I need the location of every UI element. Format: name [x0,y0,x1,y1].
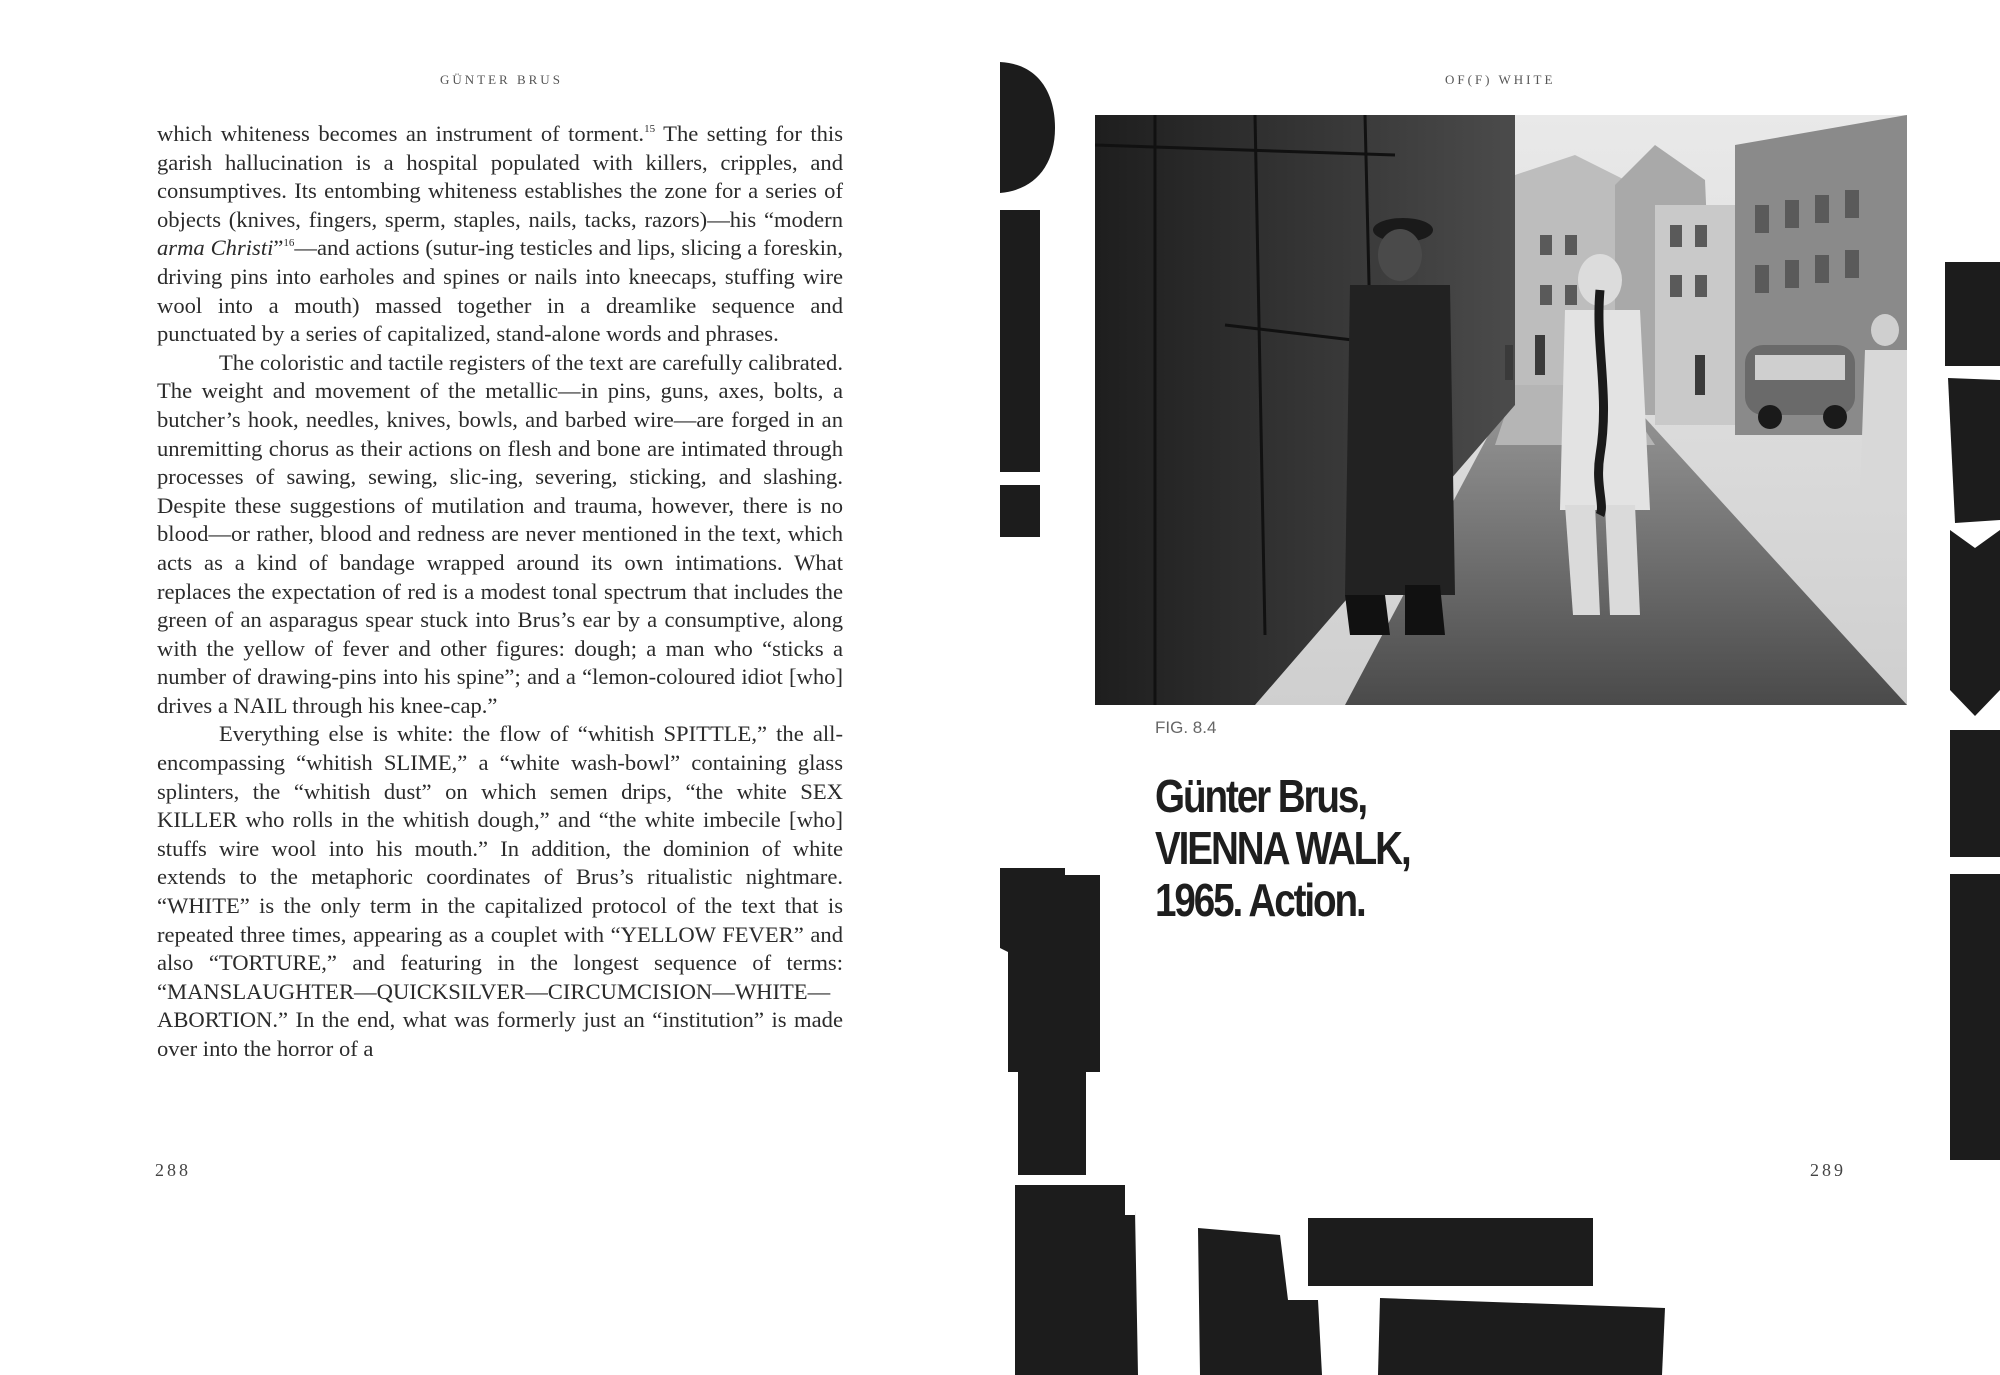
text-segment: The setting for this garish hallucination is a hospital populated with killers, cripples, and consumptives. Its entombing whiteness establishes the zone for a series of objects (knives, fingers, sperm, staples, nails, tacks, razors)—his “modern [157,121,844,232]
text-segment: ” [273,235,284,261]
footnote-ref-16[interactable]: 16 [283,237,295,250]
text-segment: —and actions (sutur-ing testicles and lips, slicing a foreskin, driving pins into earholes and spines or nails into kneecaps, stuffing wire wool into a mouth) massed together in a dreamlike sequence and punctuated by a series of capitalized, stand-alone words and phrases. [157,235,843,347]
paragraph-2: The coloristic and tactile registers of the text are carefully calibrated. The weight and movement of the metallic—in pins, guns, axes, bolts, a butcher’s hook, needles, knives, bowls, and barbed wire—are forged in an unremitting chorus as their actions on flesh and bone are intimated through processes of sawing, sewing, slic-ing, severing, sticking, and slashing. Despite these suggestions of mutilation and trauma, however, there is no blood—or rather, blood and redness are never mentioned in the text, which acts as a kind of bandage wrapped around its own intimations. What replaces the expectation of red is a modest tonal spectrum that includes the green of an asparagus spear stuck into Brus’s ear by a consumptive, along with the yellow of fever and other figures: dough; a man who “sticks a number of drawing-pins into his spine”; and a “lemon-coloured idiot [who] drives a NAIL through his knee-cap.” [157,349,843,718]
block-small [1000,485,1040,537]
photograph-vienna-walk [1095,115,1907,705]
caption-line: VIENNA WALK, [1155,822,1410,874]
caption-line: Günter Brus, [1155,770,1366,822]
figure-caption [1155,770,1508,926]
block-right-3 [1950,530,2000,716]
block-bar-tall [1000,210,1040,472]
block-bottom-left [1015,1185,1138,1375]
block-bottom-mid [1198,1228,1322,1375]
figure-label: FIG. 8.4 [1155,718,1217,737]
block-mid-left [1018,1055,1086,1175]
text-segment: which whiteness becomes an instrument of torment. [157,121,645,146]
block-right-1 [1945,262,2000,366]
page-number-left: 288 [155,1160,191,1180]
page-number-right: 289 [1810,1160,1846,1180]
block-half-circle [1000,62,1055,193]
caption-line: 1965. Action. [1155,874,1365,926]
paragraph-3: Everything else is white: the flow of “whitish SPITTLE,” the all-encompassing “whitish SLIME,” a “white wash-bowl” containing glass splinters, the “whitish dust” on which semen drips, “the white SEX KILLER who rolls in the whitish dough,” and “the white imbecile [who] stuffs wire wool into his mouth.” In addition, the dominion of white extends to the metaphoric coordinates of Brus’s ritualistic nightmare. “WHITE” is the only term in the capitalized protocol of the text that is repeated three times, appearing as a couplet with “YELLOW FEVER” and also “TORTURE,” and featuring in the longest sequence of terms: “MANSLAUGHTER—QUICKSILVER—CIRCUMCISION—WHITE—ABORTION.” In the end, what was formerly just an “institution” is made over into the horror of a [157,721,843,1061]
block-bottom-bar [1308,1218,1593,1286]
footnote-ref-15[interactable]: 15 [644,123,656,135]
block-bottom-right [1378,1298,1665,1375]
block-stepped [1000,868,1100,1072]
running-head-right: OF(F) WHITE [1445,72,1556,87]
block-right-5 [1950,874,2000,1160]
italic-term: arma Christi [157,235,274,261]
block-right-2 [1948,378,2000,523]
running-head-left: GÜNTER BRUS [440,72,563,87]
block-right-4 [1950,730,2000,857]
